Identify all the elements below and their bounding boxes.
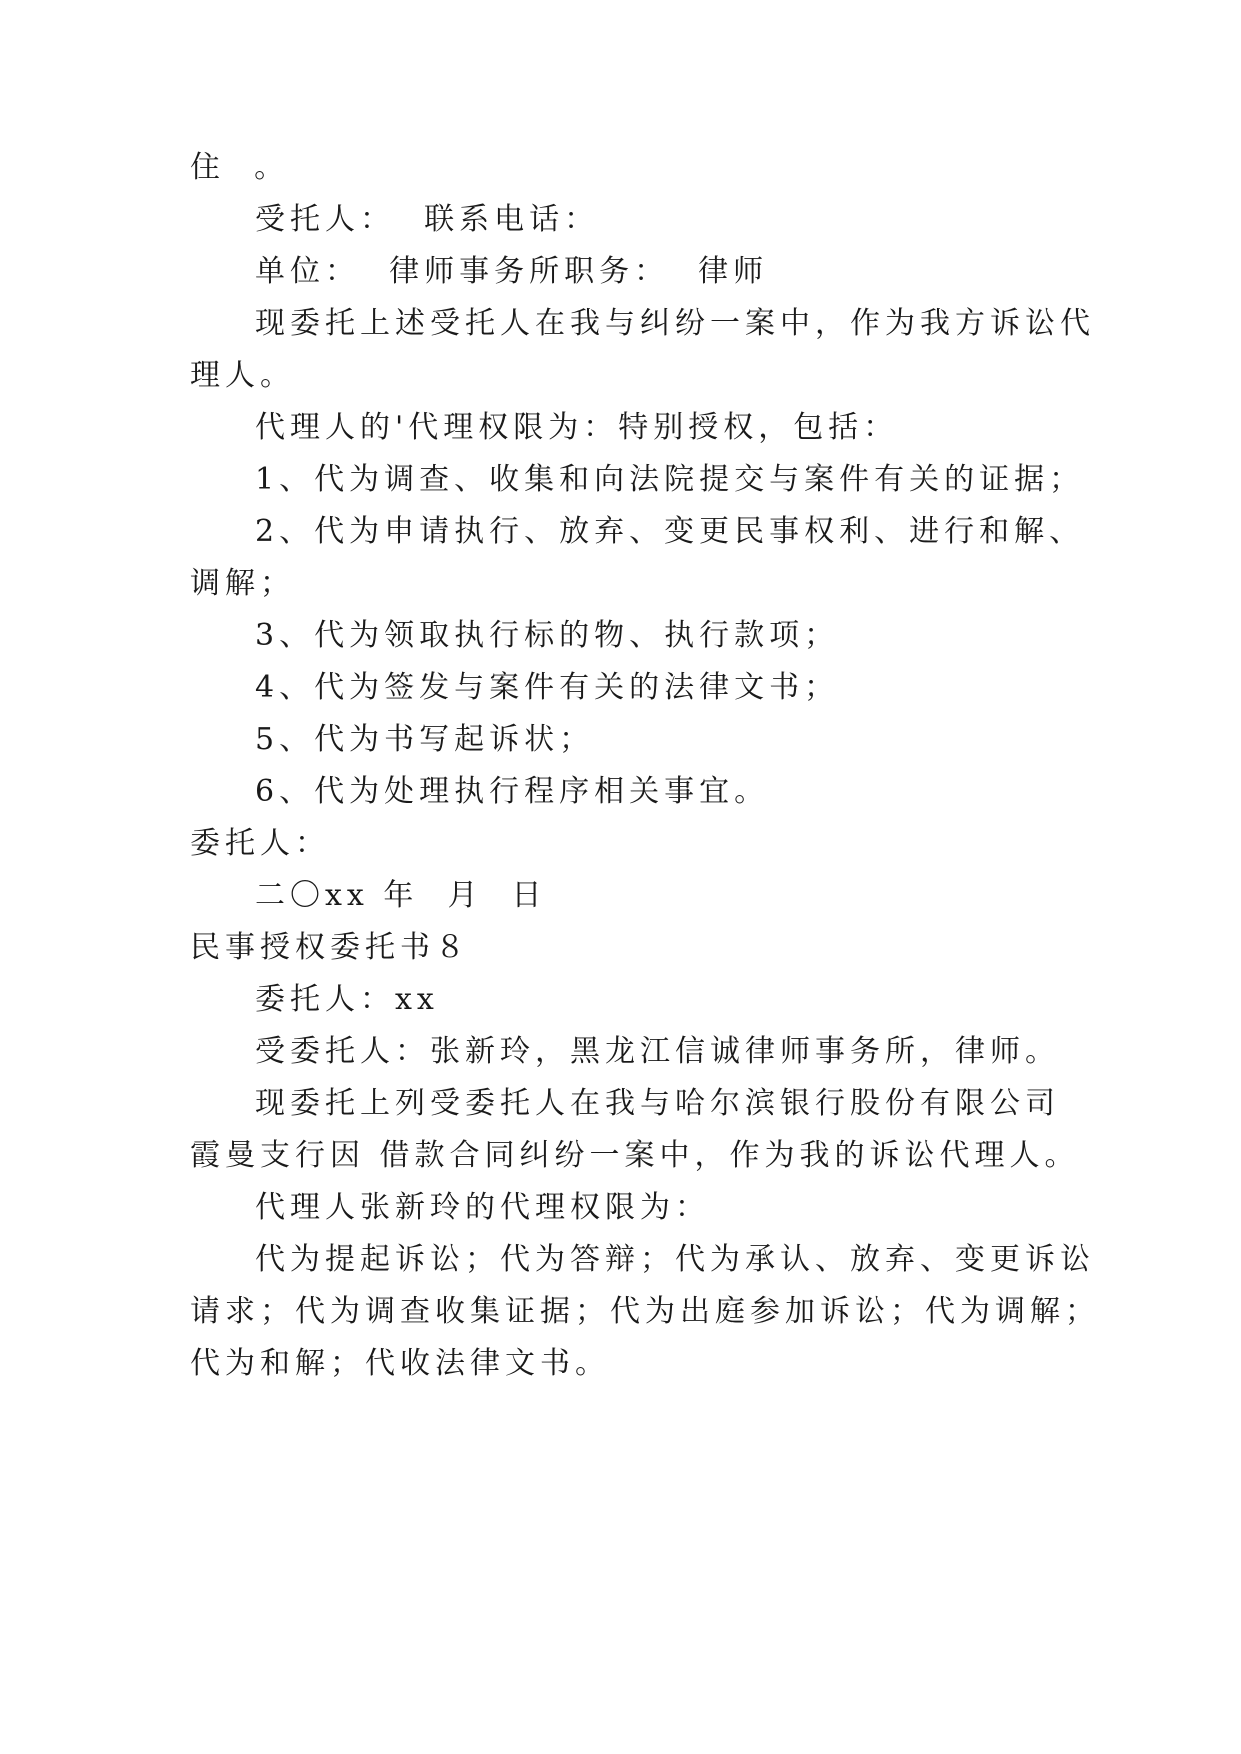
text-line: 霞曼支行因 借款合同纠纷一案中，作为我的诉讼代理人。 (190, 1138, 1080, 1173)
text-line: 受托人： 联系电话： (255, 202, 600, 237)
section-title: 民事授权委托书８ (190, 930, 470, 965)
text-line: 委托人：xx (255, 982, 439, 1017)
text-line: 现委托上列受委托人在我与哈尔滨银行股份有限公司 (255, 1086, 1060, 1121)
text-line: 住 。 (190, 150, 290, 185)
date-line: 二〇xx 年 月 日 (255, 878, 547, 913)
text-line: 受委托人：张新玲，黑龙江信诚律师事务所，律师。 (255, 1034, 1060, 1069)
text-line: 单位： 律师事务所职务： 律师 (255, 254, 769, 289)
text-line: 代理人的'代理权限为：特别授权，包括： (255, 410, 899, 445)
signature-label: 委托人： (190, 826, 330, 861)
text-line: 调解； (190, 566, 295, 601)
text-line: 理人。 (190, 358, 295, 393)
text-line: 请求；代为调查收集证据；代为出庭参加诉讼；代为调解； (190, 1294, 1100, 1329)
text-line: 代为提起诉讼；代为答辩；代为承认、放弃、变更诉讼 (255, 1242, 1095, 1277)
list-item: 2、代为申请执行、放弃、变更民事权利、进行和解、 (255, 514, 1085, 549)
list-item: 5、代为书写起诉状； (255, 722, 595, 757)
text-line: 代为和解；代收法律文书。 (190, 1346, 610, 1381)
list-item: 3、代为领取执行标的物、执行款项； (255, 618, 840, 653)
text-line: 现委托上述受托人在我与纠纷一案中，作为我方诉讼代 (255, 306, 1095, 341)
list-item: 6、代为处理执行程序相关事宜。 (255, 774, 770, 809)
list-item: 4、代为签发与案件有关的法律文书； (255, 670, 840, 705)
list-item: 1、代为调查、收集和向法院提交与案件有关的证据； (255, 462, 1085, 497)
text-line: 代理人张新玲的代理权限为： (255, 1190, 710, 1225)
